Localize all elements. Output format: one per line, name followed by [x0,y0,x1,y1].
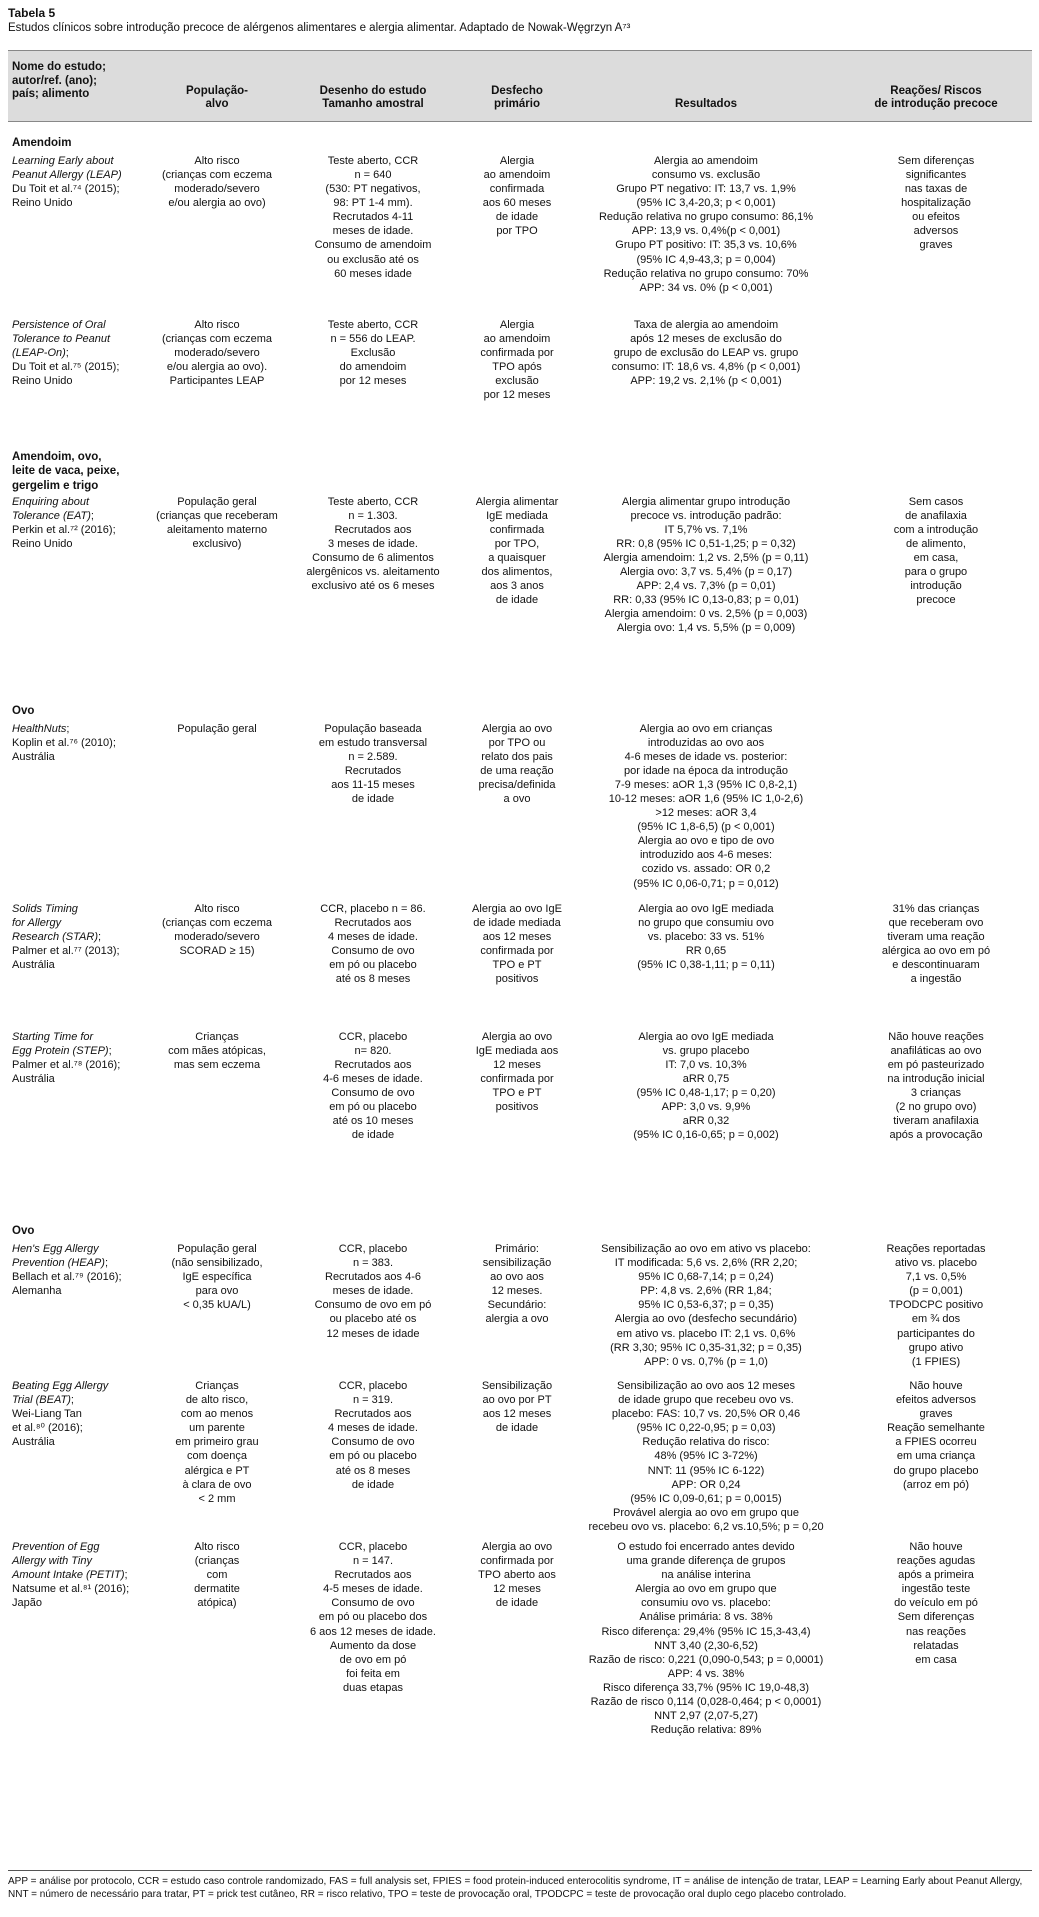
table-footnote: APP = análise por protocolo, CCR = estudo caso controle randomizado, FAS = full analysis set, FPIES = food protein-induced enterocolitis syndrome, IT = análise de intenção de tratar, LEAP = Learning Early about Peanut Allergy, NNT = número de necessário para tratar, PT = prick test cutâneo, RR = risco relativo, TPO = teste de provocação oral, TPODCPC = teste de provocação oral duplo cego placebo controlado. [8,1870,1032,1901]
table-header [8,50,1032,122]
study-reference: ; Bellach et al.⁷⁹ (2016); Alemanha [12,1257,122,1298]
study-cell [8,902,150,1030]
results-cell: Alergia ao ovo IgE mediada vs. grupo placebo IT: 7,0 vs. 10,3% aRR 0,75 (95% IC 0,48-1,17; p = 0,20) APP: 3,0 vs. 9,9% aRR 0,32 (95% IC 0,16-0,65; p = 0,002) [633,1031,779,1142]
study-name: Beating Egg Allergy Trial (BEAT) [12,1380,109,1407]
study-cell [8,1242,150,1379]
risks-cell [840,318,1032,418]
risks-cell [840,722,1032,902]
population-cell: Crianças com mães atópicas, mas sem eczema [168,1031,266,1072]
section-label: Ovo [12,704,35,717]
table-body [8,136,1032,1745]
header-population: População- alvo [186,84,248,111]
table-title: Tabela 5 [8,6,56,20]
population-cell: População geral (crianças que receberam aleitamento materno exclusivo) [156,495,278,550]
study-cell [8,154,150,318]
risks-cell: Sem diferenças significantes nas taxas de hospitalização ou efeitos adversos graves [897,155,975,252]
study-cell [8,1540,150,1745]
design-cell: CCR, placebo n = 319. Recrutados aos 4 meses de idade. Consumo de ovo em pó ou placebo até os 8 meses de idade [328,1380,418,1491]
risks-cell: Não houve reações anafiláticas ao ovo em pó pasteurizado na introdução inicial 3 crianças (2 no grupo ovo) tiveram anafilaxia após a provocação [887,1031,985,1142]
results-cell: Alergia ao ovo em crianças introduzidas ao ovo aos 4-6 meses de idade vs. posterior: por idade na época da introdução 7-9 meses: aOR 1,3 (95% IC 0,8-2,1) 10-12 meses: aOR 1,6 (95% IC 1,0-2,6) >12 meses: aOR 3,4 (95% IC 1,8-6,5) (p < 0,001) Alergia ao ovo e tipo de ovo introduzido aos 4-6 meses: cozido vs. assado: OR 0,2 (95% IC 0,06-0,71; p = 0,012) [608,723,804,890]
results-cell: Alergia ao amendoim consumo vs. exclusão Grupo PT negativo: IT: 13,7 vs. 1,9% (95% IC 3,4-20,3; p < 0,001) Redução relativa no grupo consumo: 86,1% APP: 13,9 vs. 0,4%(p < 0,001) Grupo PT positivo: IT: 35,3 vs. 10,6% (95% IC 4,9-43,3; p = 0,004) Redução relativa no grupo consumo: 70% APP: 34 vs. 0% (p < 0,001) [598,155,814,294]
outcome-cell: Alergia ao ovo confirmada por TPO aberto aos 12 meses de idade [478,1541,556,1610]
table [8,50,1032,1745]
outcome-cell: Alergia ao amendoim confirmada aos 60 meses de idade por TPO [482,155,552,238]
outcome-cell: Alergia alimentar IgE mediada confirmada por TPO, a quaisquer dos alimentos, aos 3 anos de idade [475,495,559,607]
study-cell [8,495,150,660]
risks-cell: 31% das crianças que receberam ovo tiveram uma reação alérgica ao ovo em pó e descontinuaram a ingestão [881,903,991,986]
study-name: Persistence of Oral Tolerance to Peanut (LEAP-On) [12,319,111,360]
design-cell: Teste aberto, CCR n = 1.303. Recrutados aos 3 meses de idade. Consumo de 6 alimentos alergênicos vs. aleitamento exclusivo até os 6 meses [306,495,440,593]
outcome-cell: Alergia ao ovo IgE de idade mediada aos 12 meses confirmada por TPO e PT positivos [472,903,562,986]
design-cell: CCR, placebo n = 147. Recrutados aos 4-5 meses de idade. Consumo de ovo em pó ou placebo dos 6 aos 12 meses de idade. Aumento da dose de ovo em pó foi feita em duas etapas [310,1541,436,1694]
risks-cell: Sem casos de anafilaxia com a introdução de alimento, em casa, para o grupo introdução precoce [893,495,979,607]
study-cell [8,318,150,418]
outcome-cell: Alergia ao amendoim confirmada por TPO após exclusão por 12 meses [480,319,554,402]
table-row [8,154,1032,318]
outcome-cell: Sensibilização ao ovo por PT aos 12 meses de idade [481,1380,553,1435]
results-cell: Alergia alimentar grupo introdução precoce vs. introdução padrão: IT 5,7% vs. 7,1% RR: 0,8 (95% IC 0,51-1,25; p = 0,32) Alergia amendoim: 1,2 vs. 2,5% (p = 0,11) Alergia ovo: 3,7 vs. 5,4% (p = 0,17) APP: 2,4 vs. 7,3% (p = 0,01) RR: 0,33 (95% IC 0,13-0,83; p = 0,01) Alergia amendoim: 0 vs. 2,5% (p = 0,003) Alergia ovo: 1,4 vs. 5,5% (p = 0,009) [603,495,809,635]
study-name: Enquiring about Tolerance (EAT) [12,495,91,522]
table-row [8,722,1032,902]
table-row [8,1030,1032,1178]
population-cell: População geral [177,723,257,736]
study-name: Learning Early about Peanut Allergy (LEAP) [12,155,122,182]
results-cell: Alergia ao ovo IgE mediada no grupo que consumiu ovo vs. placebo: 33 vs. 51% RR 0,65 (95% IC 0,38-1,11; p = 0,11) [637,903,775,972]
header-outcome: Desfecho primário [491,84,543,111]
study-name: Hen's Egg Allergy Prevention (HEAP) [12,1243,105,1270]
risks-cell: Não houve efeitos adversos graves Reação semelhante a FPIES ocorreu em uma criança do grupo placebo (arroz em pó) [887,1380,985,1491]
study-reference: ; Natsume et al.⁸¹ (2016); Japão [12,1569,130,1610]
study-name: Prevention of Egg Allergy with Tiny Amount Intake (PETIT) [12,1541,125,1582]
study-reference: ; Palmer et al.⁷⁸ (2016); Austrália [12,1045,121,1086]
risks-cell: Reações reportadas ativo vs. placebo 7,1 vs. 0,5% (p = 0,001) TPODCPC positivo em ¾ dos participantes do grupo ativo (1 FPIES) [886,1243,986,1368]
study-name: HealthNuts [12,723,67,736]
study-name: Solids Timing for Allergy Research (STAR) [12,903,98,944]
header-risks: Reações/ Riscos de introdução precoce [874,84,998,111]
study-cell [8,1030,150,1178]
study-name: Starting Time for Egg Protein (STEP) [12,1031,109,1058]
population-cell: Alto risco (crianças com eczema moderado/severo e/ou alergia ao ovo) [161,155,273,210]
section-label: Amendoim, ovo, leite de vaca, peixe, gergelim e trigo [12,451,120,492]
results-cell: Sensibilização ao ovo aos 12 meses de idade grupo que recebeu ovo vs. placebo: FAS: 10,7 vs. 20,5% OR 0,46 (95% IC 0,22-0,95; p = 0,03) Redução relativa do risco: 48% (95% IC 3-72%) NNT: 11 (95% IC 6-122) APP: OR 0,24 (95% IC 0,09-0,61; p = 0,0015) Provável alergia ao ovo em grupo que recebeu ovo vs. placebo: 6,2 vs.10,5%; p = 0,20 [588,1380,824,1533]
design-cell: CCR, placebo n = 86. Recrutados aos 4 meses de idade. Consumo de ovo em pó ou placebo até os 8 meses [320,903,426,986]
table-row [8,1540,1032,1745]
study-reference: ; Koplin et al.⁷⁶ (2010); Austrália [12,723,116,764]
table-row [8,1242,1032,1379]
outcome-cell: Alergia ao ovo por TPO ou relato dos pais de uma reação precisa/definida a ovo [478,723,556,806]
study-reference: ; Palmer et al.⁷⁷ (2013); Austrália [12,931,120,972]
table-row [8,1379,1032,1540]
table-caption [8,6,1032,36]
table-row [8,495,1032,660]
table-subtitle: Estudos clínicos sobre introdução precoce de alérgenos alimentares e alergia alimentar. Adaptado de Nowak-Węgrzyn A⁷³ [8,22,631,34]
population-cell: Crianças de alto risco, com ao menos um parente em primeiro grau com doença alérgica e PT à clara de ovo < 2 mm [175,1380,259,1505]
study-reference: ; Du Toit et al.⁷⁵ (2015); Reino Unido [12,347,120,388]
study-cell [8,1379,150,1540]
study-reference: ; Perkin et al.⁷² (2016); Reino Unido [12,509,116,550]
study-cell [8,722,150,902]
study-reference: ; Wei-Liang Tan et al.⁸⁰ (2016); Austrália [12,1394,83,1449]
table-row [8,318,1032,418]
design-cell: CCR, placebo n = 383. Recrutados aos 4-6 meses de idade. Consumo de ovo em pó ou placebo até os 12 meses de idade [314,1243,432,1340]
design-cell: Teste aberto, CCR n = 640 (530: PT negativos, 98: PT 1-4 mm). Recrutados 4-11 meses de idade. Consumo de amendoim ou exclusão até os 60 meses idade [314,155,432,280]
section-label: Amendoim [12,137,72,149]
study-reference: Du Toit et al.⁷⁴ (2015); Reino Unido [12,183,120,210]
section-label: Ovo [12,1225,35,1238]
population-cell: Alto risco (crianças com eczema moderado/severo SCORAD ≥ 15) [161,903,273,958]
header-study: Nome do estudo; autor/ref. (ano); país; alimento [12,61,106,101]
population-cell: Alto risco (crianças com eczema moderado/severo e/ou alergia ao ovo). Participantes LEAP [161,319,273,388]
population-cell: População geral (não sensibilizado, IgE específica para ovo < 0,35 kUA/L) [171,1243,263,1312]
outcome-cell: Primário: sensibilização ao ovo aos 12 meses. Secundário: alergia a ovo [482,1243,552,1326]
risks-cell: Não houve reações agudas após a primeira ingestão teste do veículo em pó Sem diferenças nas reações relatadas em casa [894,1541,978,1666]
header-design: Desenho do estudo Tamanho amostral [319,84,427,111]
results-cell: O estudo foi encerrado antes devido uma grande diferença de grupos na análise interina Alergia ao ovo em grupo que consumiu ovo vs. placebo: Análise primária: 8 vs. 38% Risco diferença: 29,4% (95% IC 15,3-43,4) NNT 3,40 (2,30-6,52) Razão de risco: 0,221 (0,090-0,543; p = 0,0001) APP: 4 vs. 38% Risco diferença 33,7% (95% IC 19,0-48,3) Razão de risco 0,114 (0,028-0,464; p < 0,0001) NNT 2,97 (2,07-5,27) Redução relativa: 89% [588,1541,824,1736]
design-cell: CCR, placebo n= 820. Recrutados aos 4-6 meses de idade. Consumo de ovo em pó ou placebo até os 10 meses de idade [323,1031,423,1142]
table-row [8,902,1032,1030]
header-results: Resultados [675,98,737,111]
design-cell: Teste aberto, CCR n = 556 do LEAP. Exclusão do amendoim por 12 meses [327,319,419,388]
design-cell: População baseada em estudo transversal n = 2.589. Recrutados aos 11-15 meses de idade [318,723,428,806]
population-cell: Alto risco (crianças com dermatite atópica) [194,1541,240,1610]
outcome-cell: Alergia ao ovo IgE mediada aos 12 meses confirmada por TPO e PT positivos [475,1031,559,1114]
results-cell: Sensibilização ao ovo em ativo vs placebo: IT modificada: 5,6 vs. 2,6% (RR 2,20; 95% IC 0,68-7,14; p = 0,24) PP: 4,8 vs. 2,6% (RR 1,84; 95% IC 0,53-6,37; p = 0,35) Alergia ao ovo (desfecho secundário) em ativo vs. placebo IT: 2,1 vs. 0,6% (RR 3,30; 95% IC 0,35-31,32; p = 0,35) APP: 0 vs. 0,7% (p = 1,0) [601,1243,811,1368]
results-cell: Taxa de alergia ao amendoim após 12 meses de exclusão do grupo de exclusão do LEAP vs. grupo consumo: IT: 18,6 vs. 4,8% (p < 0,001) APP: 19,2 vs. 2,1% (p < 0,001) [611,319,801,388]
